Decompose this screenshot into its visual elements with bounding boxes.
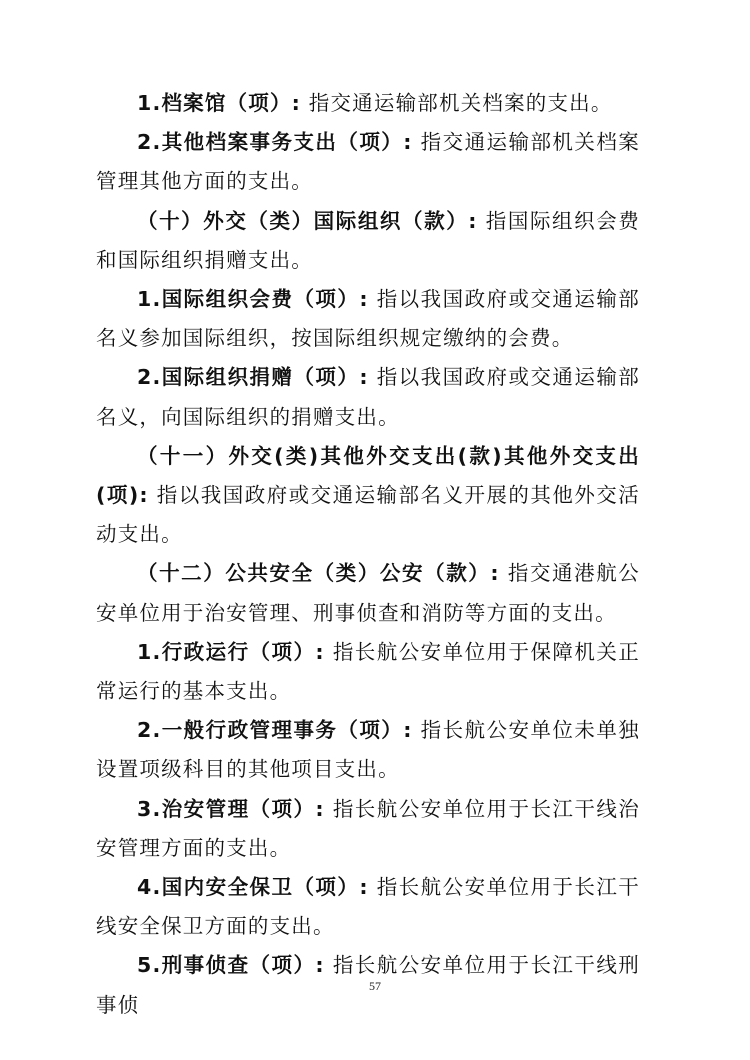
paragraph-heading: 3.治安管理（项）:	[137, 796, 325, 821]
paragraph-heading: 1.行政运行（项）:	[137, 639, 325, 664]
paragraph-text: 指长航公安单位用于保障机关正常运行的基本支出。	[96, 639, 641, 704]
paragraph-public-order	[96, 790, 640, 868]
paragraph-text: 指以我国政府或交通运输部名义参加国际组织，按国际组织规定缴纳的会费。	[96, 287, 640, 351]
paragraph-section-10-intl-orgs	[96, 202, 640, 280]
paragraph-text: 指以我国政府或交通运输部名义开展的其他外交活动支出。	[96, 483, 640, 547]
paragraph-intl-org-donations	[96, 358, 640, 436]
paragraph-heading: 1.档案馆（项）:	[137, 91, 302, 115]
paragraph-text: 指交通运输部机关档案的支出。	[301, 91, 613, 115]
paragraph-text: 指长航公安单位用于长江干线刑事侦	[96, 953, 641, 1017]
paragraph-archive-hall	[96, 84, 640, 123]
page-body	[96, 84, 640, 1025]
paragraph-heading: 5.刑事侦查（项）:	[137, 953, 325, 978]
page-number: 57	[369, 979, 381, 993]
paragraph-heading: （十二）公共安全（类）公安（款）:	[137, 561, 500, 586]
paragraph-text: 指国际组织会费和国际组织捐赠支出。	[96, 208, 640, 272]
paragraph-text: 指长航公安单位用于长江干线安全保卫方面的支出。	[96, 875, 640, 939]
paragraph-text: 指交通运输部机关档案管理其他方面的支出。	[96, 130, 640, 194]
paragraph-intl-org-fees	[96, 280, 640, 358]
paragraph-text: 指以我国政府或交通运输部名义，向国际组织的捐赠支出。	[96, 365, 640, 429]
paragraph-section-11-other-diplomacy	[96, 437, 640, 555]
paragraph-heading: 1.国际组织会费（项）:	[137, 287, 369, 312]
paragraph-heading: 4.国内安全保卫（项）:	[137, 875, 369, 900]
paragraph-heading: 2.其他档案事务支出（项）:	[137, 130, 413, 155]
paragraph-admin-operation	[96, 633, 640, 711]
paragraph-general-admin-affairs	[96, 711, 640, 789]
paragraph-text: 指长航公安单位未单独设置项级科目的其他项目支出。	[96, 718, 640, 782]
paragraph-text: 指长航公安单位用于长江干线治安管理方面的支出。	[96, 796, 641, 860]
paragraph-other-archive-affairs	[96, 123, 640, 201]
paragraph-heading: 2.国际组织捐赠（项）:	[137, 365, 369, 390]
paragraph-section-12-public-security	[96, 554, 640, 632]
paragraph-domestic-security	[96, 868, 640, 946]
paragraph-heading: （十）外交（类）国际组织（款）:	[137, 208, 478, 233]
paragraph-text: 指交通港航公安单位用于治安管理、刑事侦查和消防等方面的支出。	[96, 561, 640, 625]
paragraph-heading: （十一）外交(类)其他外交支出(款)其他外交支出(项):	[96, 443, 640, 508]
paragraph-heading: 2.一般行政管理事务（项）:	[137, 718, 413, 743]
